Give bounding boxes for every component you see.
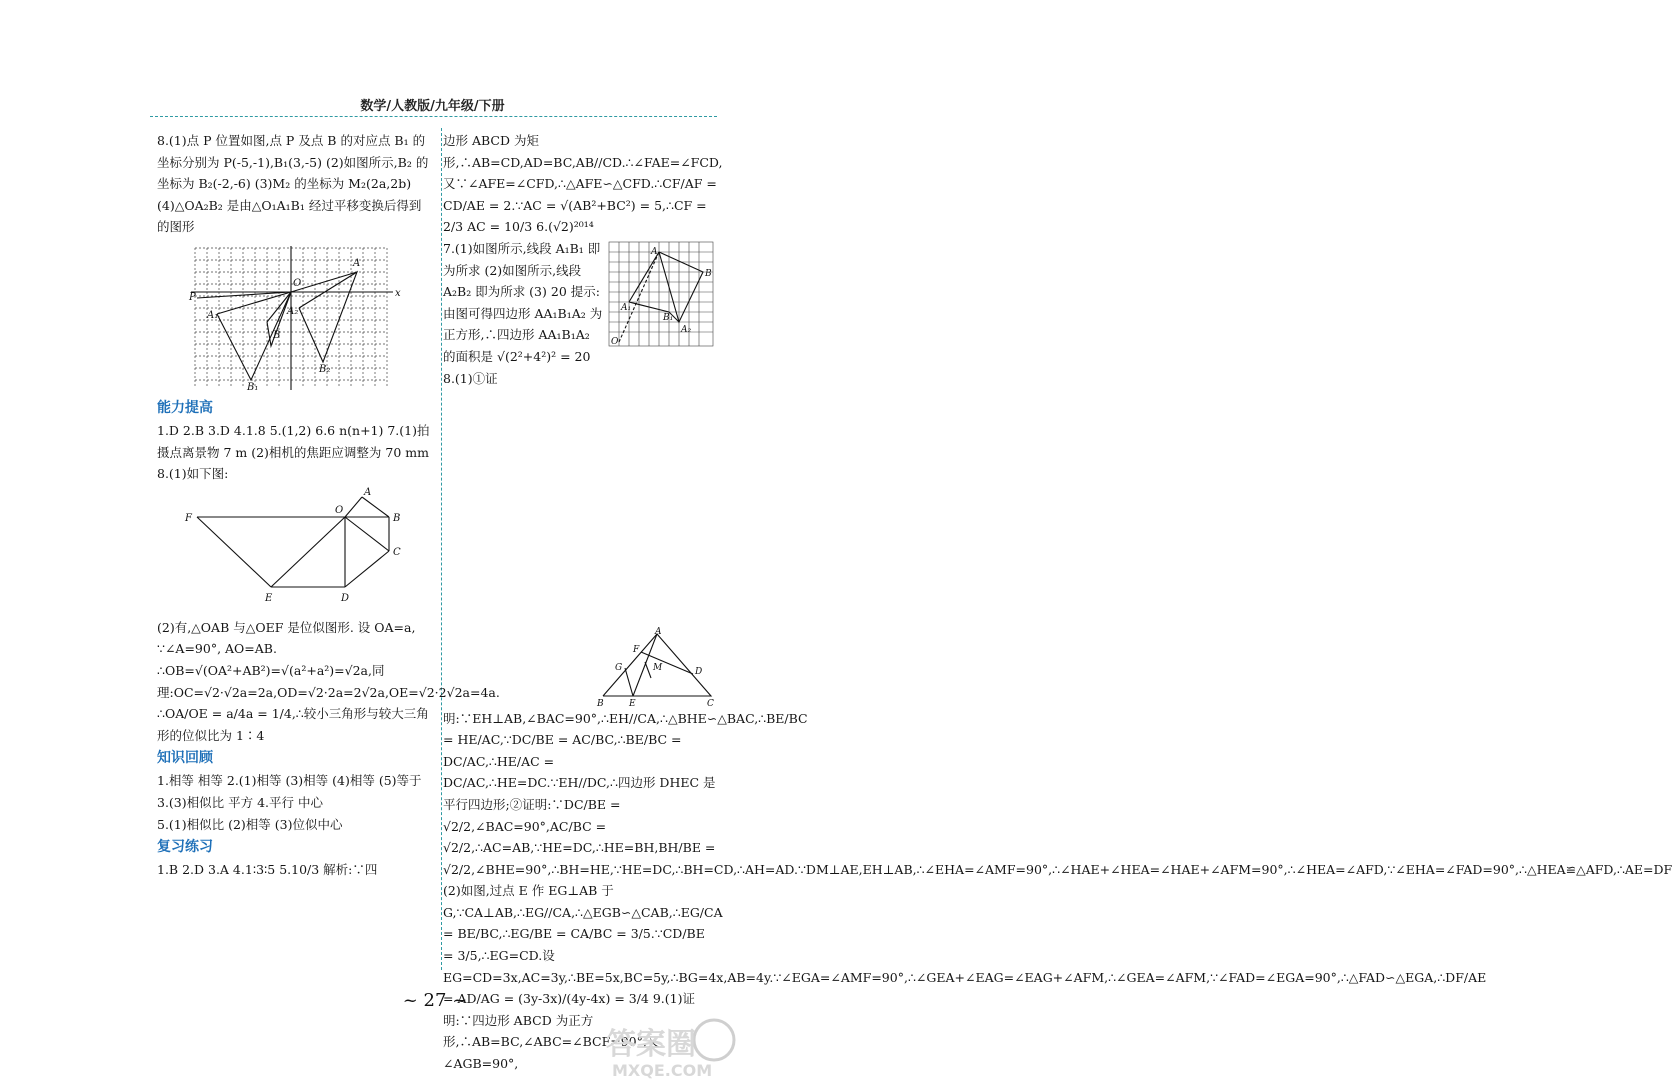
label-D: D [695,666,703,677]
label-B1: B₁ [663,312,674,323]
label-A: A [655,626,662,637]
label-F: F [185,512,192,524]
label-A2: A₂ [681,324,692,335]
label-A: A [364,486,372,498]
label-B: B [705,268,712,279]
right-triangle-figure [597,628,717,708]
knowledge-answers-1: 1.相等 相等 2.(1)相等 (3)相等 (4)相等 (5)等于 3.(3)相似比 平方 4.平行 中心 [157,773,422,810]
label-E: E [629,698,636,709]
label-x: x [395,287,401,299]
watermark-logo [602,1012,742,1082]
header-rule [150,116,717,117]
label-O: O [335,504,344,516]
label-B: B [597,698,604,709]
section-review-practice: 复习练习 [157,839,213,856]
page-number: ~ 27 ~ [402,990,468,1011]
label-A2: A₂ [287,305,299,317]
review-answers: 1.B 2.D 3.A 4.1∶3∶5 5.10/3 解析:∵四 [157,862,378,878]
label-A1: A₁ [207,309,219,321]
label-A: A [353,257,361,269]
ability-answers: 1.D 2.B 3.D 4.1.8 5.(1,2) 6.6 n(n+1) 7.(1)拍摄点离景物 7 m (2)相机的焦距应调整为 70 mm 8.(1)如下图: [157,422,430,482]
watermark-text: 答案圈 [606,1027,696,1062]
label-B: B [273,329,281,341]
answer-8-text: 8.(1)点 P 位置如图,点 P 及点 B 的对应点 B₁ 的坐标分别为 P(-5,-1),B₁(3,-5) (2)如图所示,B₂ 的坐标为 B₂(-2,-6) (3)M₂ 的坐标为 M₂(2a,2b) (4)△OA₂B₂ 是由△O₁A₁B₁ 经过平移变换后得到的图形 [157,133,429,235]
label-C: C [393,546,401,558]
left-column [157,130,500,881]
label-P: P [189,291,196,303]
right-column [443,130,1672,1075]
label-D: D [341,592,350,604]
coordinate-grid-figure [187,242,417,394]
running-header: 数学/人教版/九年级/下册 [360,99,505,114]
section-ability: 能力提高 [157,399,213,416]
answer-7-text: 7.(1)如图所示,线段 A₁B₁ 即为所求 (2)如图所示,线段 A₂B₂ 即为所求 (3) 20 提示:由图可得四边形 AA₁B₁A₂ 为正方形,∴四边形 AA₁B₁A₂ 的面积是 √(2²+4²)² = 20 [443,240,603,364]
label-O: O [611,336,619,347]
label-B: B [393,512,401,524]
similar-triangles-figure [167,487,427,617]
label-F: F [633,644,640,655]
label-C: C [707,698,714,709]
label-G: G [615,662,623,673]
knowledge-answers-2: 5.(1)相似比 (2)相等 (3)位似中心 [157,816,343,832]
answer-8-2-text: (2)有,△OAB 与△OEF 是位似图形. 设 OA=a, ∵∠A=90°, AO=AB. ∴OB=√(OA²+AB²)=√(a²+a²)=√2a,同理:OC=√2·√2a=2a,OD=√2·2a=2√2a,OE=√2·2√2a=4a. ∴OA/OE = a/4a = 1/4,∴较小三角形与较大三角形的位似比为 1∶4 [157,619,500,743]
label-B2: B₂ [319,363,331,375]
label-M: M [653,662,663,673]
section-knowledge-review: 知识回顾 [157,750,213,767]
answer-5-continued: 边形 ABCD 为矩形,∴AB=CD,AD=BC,AB//CD.∴∠FAE=∠FCD,又∵∠AFE=∠CFD,∴△AFE∽△CFD.∴CF/AF = CD/AE = 2.∵AC = √(AB²+BC²) = 5,∴CF = 2/3 AC = 10/3 6.(√2)²⁰¹⁴ [443,133,723,235]
label-O: O [293,277,302,289]
column-divider [441,128,442,970]
watermark-sub: MXQE.COM [612,1061,713,1080]
label-A: A [651,246,658,257]
label-B1: B₁ [247,381,259,393]
answer-8-9-text: 8.(1)①证明:∵EH⊥AB,∠BAC=90°,∴EH//CA,∴△BHE∽△BAC,∴BE/BC = HE/AC,∵DC/BE = AC/BC,∴BE/BC = DC/AC,∴HE/AC = DC/AC,∴HE=DC.∵EH//DC,∴四边形 DHEC 是平行四边形;②证明:∵DC/BE = √2/2,∠BAC=90°,AC/BC = √2/2,∴AC=AB,∵HE=DC,∴HE=BH,BH/BE = √2/2,∠BHE=90°,∴BH=HE,∵HE=DC,∴BH=CD,∴AH=AD.∵DM⊥AE,EH⊥AB,∴∠EHA=∠AMF=90°,∴∠HAE+∠HEA=∠HAE+∠AFM=90°,∴∠HEA=∠AFD,∵∠EHA=∠FAD=90°,∴△HEA≌△AFD,∴AE=DF (2)如图,过点 E 作 EG⊥AB 于 G,∵CA⊥AB,∴EG//CA,∴△EGB∽△CAB,∴EG/CA = BE/BC,∴EG/BE = CA/BC = 3/5.∵CD/BE = 3/5,∴EG=CD.设 EG=CD=3x,AC=3y,∴BE=5x,BC=5y,∴BG=4x,AB=4y.∵∠EGA=∠AMF=90°,∴∠GEA+∠EAG=∠EAG+∠AFM,∴∠GEA=∠AFM,∵∠FAD=∠EGA=90°,∴△FAD∽△EGA,∴DF/AE = AD/AG = (3y-3x)/(4y-4x) = 3/4 9.(1)证明:∵四边形 ABCD 为正方形,∴AB=BC,∠ABC=∠BCF=90°,又∠AGB=90°, [443,370,1672,1072]
label-A1: A₁ [621,302,632,313]
label-E: E [265,592,273,604]
square-grid-figure [607,240,717,350]
